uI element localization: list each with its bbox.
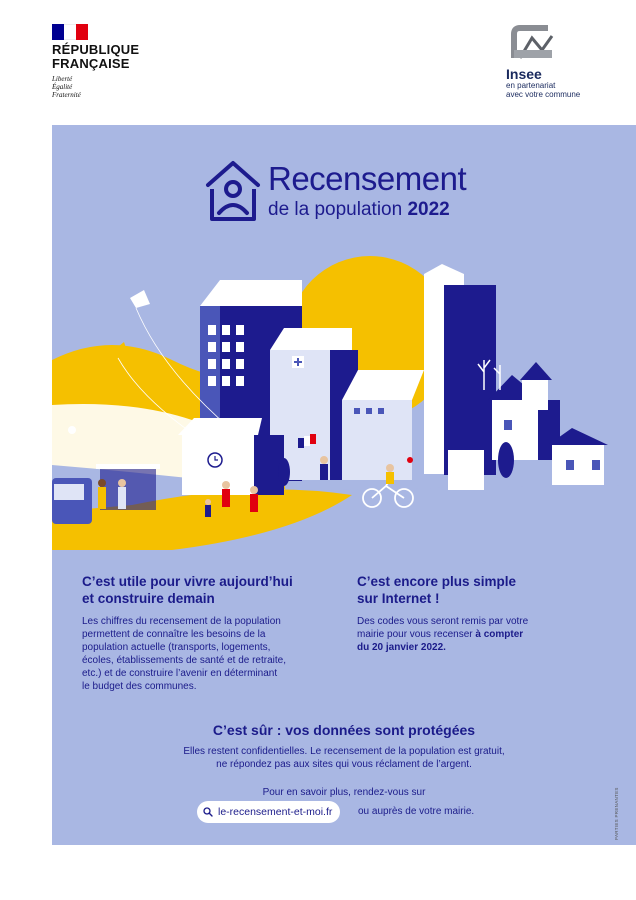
poster-title bbox=[202, 155, 502, 225]
left-body: Les chiffres du recensement de la population permettent de connaître les besoins de la population actuelle (transports, logements, écoles, établissements de santé et de retraite, etc.) et de construire l’avenir en déterminant le budget des communes. bbox=[82, 616, 287, 692]
right-info-column bbox=[357, 573, 597, 654]
republique-francaise-logo bbox=[52, 24, 172, 99]
more-info-lead: Pour en savoir plus, rendez-vous sur bbox=[262, 787, 426, 798]
left-heading: C’est utile pour vivre aujourd’hui et construire demain bbox=[82, 574, 293, 606]
left-info-column bbox=[82, 573, 332, 693]
insee-tagline: en partenariat avec votre commune bbox=[506, 81, 581, 99]
right-body: Des codes vous seront remis par votre mairie pour vous recenser à compter du 20 janvier 2022. bbox=[357, 616, 529, 653]
right-heading: C’est encore plus simple sur Internet ! bbox=[357, 574, 517, 606]
security-body: Elles restent confidentielles. Le recensement de la population est gratuit, ne répondez pas aux sites qui vous réclament de l’argent. bbox=[183, 746, 505, 770]
kite-one bbox=[130, 290, 150, 308]
right-body-date: à compter du 20 janvier 2022. bbox=[357, 629, 524, 653]
census-poster bbox=[52, 125, 636, 845]
bus-stop bbox=[100, 468, 156, 510]
insee-logo bbox=[506, 24, 616, 99]
title-main: Recensement bbox=[268, 160, 467, 197]
more-info-after: ou auprès de votre mairie. bbox=[358, 806, 475, 817]
side-note: PARTIES PRENANTES bbox=[614, 787, 619, 840]
french-flag-icon bbox=[52, 24, 88, 40]
house-person-icon bbox=[202, 155, 264, 225]
title-sub: de la population 2022 bbox=[268, 199, 450, 220]
republique-francaise-name: RÉPUBLIQUE FRANÇAISE bbox=[52, 42, 140, 71]
security-heading: C’est sûr : vos données sont protégées bbox=[212, 722, 476, 738]
census-website-link[interactable] bbox=[197, 801, 340, 823]
city-illustration bbox=[52, 250, 636, 550]
insee-emblem-icon bbox=[508, 24, 556, 60]
search-icon bbox=[203, 807, 213, 817]
middle-building bbox=[342, 400, 412, 480]
census-website-url: le-recensement-et-moi.fr bbox=[218, 806, 333, 818]
title-year: 2022 bbox=[407, 199, 450, 220]
insee-name: Insee bbox=[506, 66, 542, 82]
republique-motto: Liberté Égalité Fraternité bbox=[52, 75, 81, 99]
